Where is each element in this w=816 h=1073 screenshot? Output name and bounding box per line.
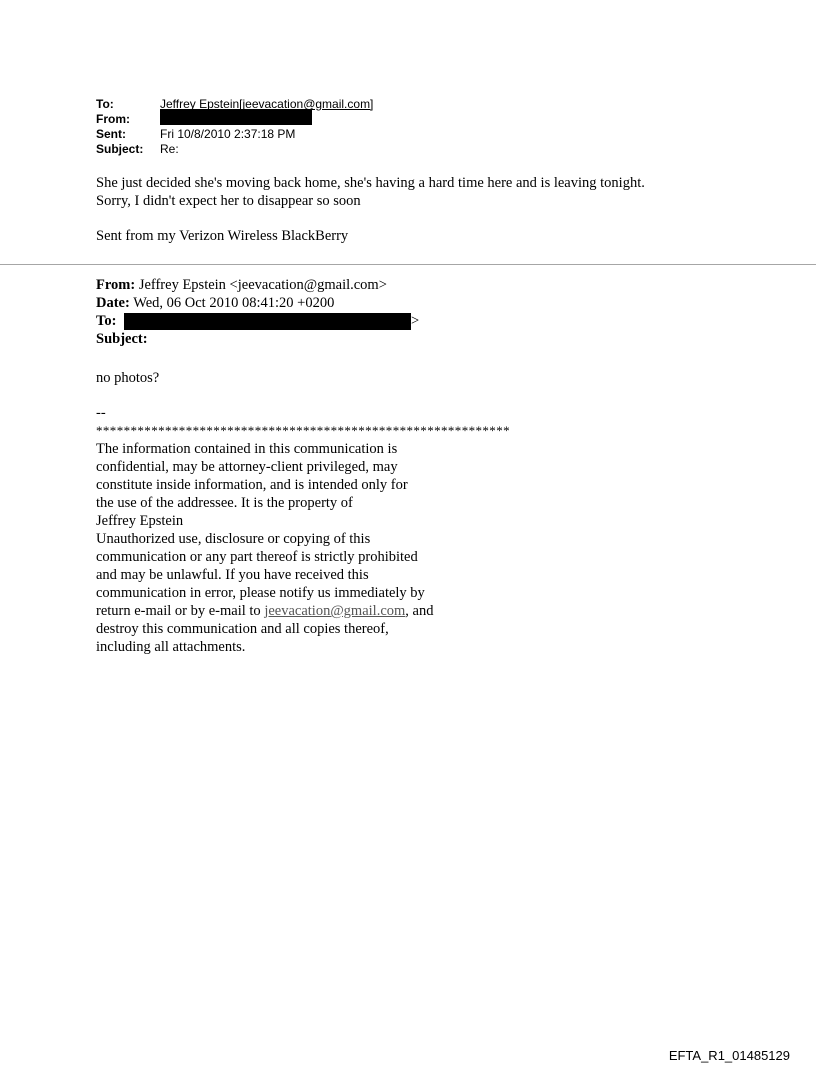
disclaimer-line: Jeffrey Epstein xyxy=(96,513,184,529)
subject-row xyxy=(96,142,373,157)
disclaimer-line: Unauthorized use, disclosure or copying of this xyxy=(96,531,371,547)
email-prefix: return e-mail or by e-mail to xyxy=(96,603,265,619)
reply-email-header xyxy=(96,97,373,157)
disclaimer-line: communication or any part thereof is strictly prohibited xyxy=(96,549,418,565)
subject-label: Subject: xyxy=(96,142,144,156)
disclaimer-line: The information contained in this communication is xyxy=(96,441,398,457)
disclaimer-line: including all attachments. xyxy=(96,639,246,655)
orig-date-row xyxy=(96,294,387,312)
disclaimer-line: constitute inside information, and is intended only for xyxy=(96,477,408,493)
disclaimer-line: the use of the addressee. It is the property of xyxy=(96,495,353,511)
orig-from-row xyxy=(96,276,387,294)
disclaimer-line: confidential, may be attorney-client privileged, may xyxy=(96,459,398,475)
to-label: To: xyxy=(96,97,114,111)
orig-date-value: Wed, 06 Oct 2010 08:41:20 +0200 xyxy=(129,295,335,311)
reply-line-2: Sorry, I didn't expect her to disappear so soon xyxy=(96,193,361,209)
to-value: Jeffrey Epstein[jeevacation@gmail.com] xyxy=(160,97,374,111)
sent-row xyxy=(96,127,373,142)
sent-label: Sent: xyxy=(96,127,126,141)
disclaimer-line: communication in error, please notify us immediately by xyxy=(96,585,425,601)
orig-to-row xyxy=(96,312,420,330)
sent-value: Fri 10/8/2010 2:37:18 PM xyxy=(160,127,296,141)
orig-to-suffix: > xyxy=(411,313,420,329)
original-email-header xyxy=(96,276,420,348)
orig-subject-row xyxy=(96,330,387,348)
disclaimer-line: destroy this communication and all copies thereof, xyxy=(96,621,389,637)
disclaimer-line: and may be unlawful. If you have received this xyxy=(96,567,369,583)
reply-signature: Sent from my Verizon Wireless BlackBerry xyxy=(96,228,349,244)
reply-line-1: She just decided she's moving back home, she's having a hard time here and is leaving tonight. xyxy=(96,175,645,191)
orig-from-label: From: xyxy=(96,277,136,293)
from-label: From: xyxy=(96,112,130,126)
reply-body xyxy=(96,174,645,210)
orig-to-label: To: xyxy=(96,313,117,329)
disclaimer-email-line xyxy=(96,602,510,620)
from-row xyxy=(96,112,373,127)
original-body: no photos? xyxy=(96,370,160,386)
orig-from-value: Jeffrey Epstein <jeevacation@gmail.com> xyxy=(135,277,387,293)
signature-dashes: -- xyxy=(96,405,106,421)
message-divider xyxy=(0,264,816,265)
subject-value: Re: xyxy=(160,142,179,156)
orig-date-label: Date: xyxy=(96,295,130,311)
to-row xyxy=(96,97,373,112)
email-suffix: , and xyxy=(405,603,434,619)
orig-to-redaction xyxy=(124,313,411,330)
disclaimer-block xyxy=(96,404,510,656)
document-id: EFTA_R1_01485129 xyxy=(668,1048,790,1063)
orig-subject-label: Subject: xyxy=(96,331,148,347)
asterisk-separator: ************************************************************ xyxy=(96,423,510,438)
email-link[interactable]: jeevacation@gmail.com xyxy=(264,603,406,619)
